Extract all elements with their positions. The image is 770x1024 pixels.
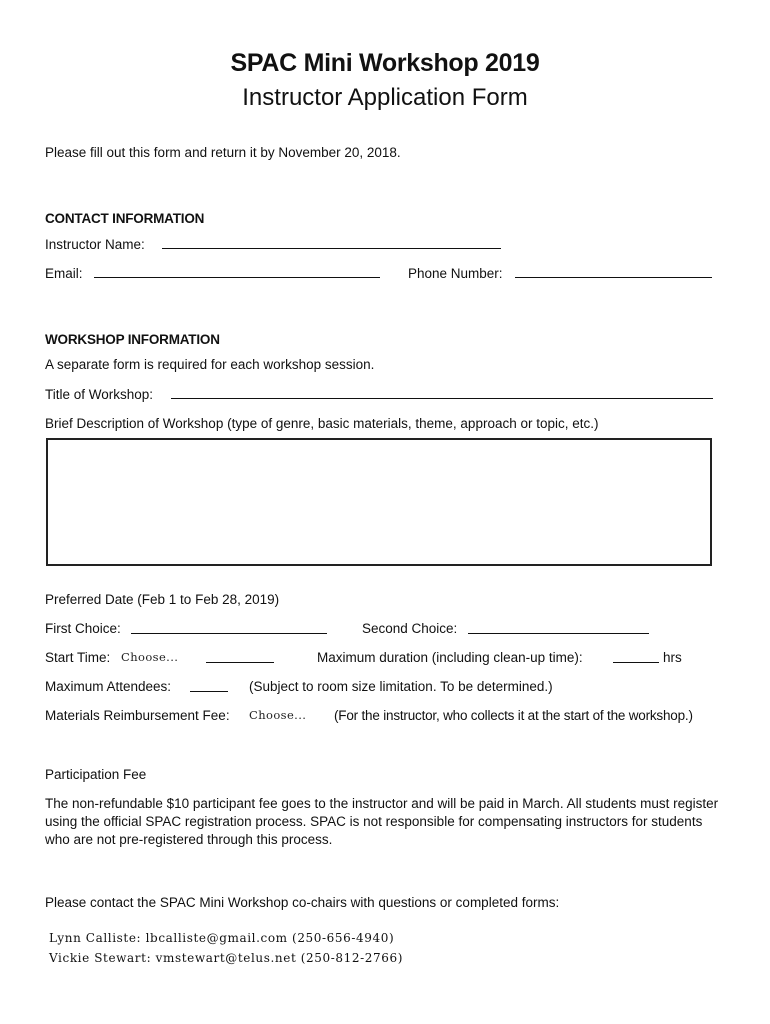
intro-text: Please fill out this form and return it by November 20, 2018. — [45, 145, 401, 160]
start-time-field[interactable] — [206, 662, 274, 663]
first-choice-field[interactable] — [131, 633, 327, 634]
workshop-note: A separate form is required for each workshop session. — [45, 357, 375, 372]
start-time-select-value: Choose... — [121, 650, 179, 664]
description-label: Brief Description of Workshop (type of genre, basic materials, theme, approach or topic, etc.) — [45, 416, 599, 431]
fee-label: Materials Reimbursement Fee: — [45, 708, 230, 723]
participation-text: The non-refundable $10 participant fee goes to the instructor and will be paid in March. All students must register using the official SPAC registration process. SPAC is not responsible for compensating instructors for students who are not pre-registered through this process. — [45, 796, 719, 847]
form-title: SPAC Mini Workshop 2019 — [230, 49, 540, 77]
email-field[interactable] — [94, 277, 380, 278]
participation-heading: Participation Fee — [45, 767, 147, 782]
second-choice-field[interactable] — [468, 633, 649, 634]
start-time-label: Start Time: — [45, 650, 111, 665]
phone-field[interactable] — [515, 277, 712, 278]
max-attendees-label: Maximum Attendees: — [45, 679, 172, 694]
email-label: Email: — [45, 266, 83, 281]
contact-intro: Please contact the SPAC Mini Workshop co-chairs with questions or completed forms: — [45, 895, 560, 910]
first-choice-label: First Choice: — [45, 621, 121, 636]
fee-select-value: Choose... — [249, 708, 307, 722]
workshop-title-field[interactable] — [171, 398, 713, 399]
phone-label: Phone Number: — [408, 266, 503, 281]
second-choice-label: Second Choice: — [362, 621, 458, 636]
instructor-name-field[interactable] — [162, 248, 501, 249]
contact-line-2: Vickie Stewart: vmstewart@telus.net (250-812-2766) — [49, 951, 403, 965]
max-duration-label: Maximum duration (including clean-up time): — [317, 650, 583, 665]
workshop-title-label: Title of Workshop: — [45, 387, 154, 402]
preferred-date-label: Preferred Date (Feb 1 to Feb 28, 2019) — [45, 592, 280, 607]
contact-heading: CONTACT INFORMATION — [45, 211, 205, 226]
instructor-name-label: Instructor Name: — [45, 237, 145, 252]
attendees-note: (Subject to room size limitation. To be determined.) — [249, 679, 553, 694]
start-time-select[interactable] — [121, 650, 178, 664]
fee-select[interactable] — [249, 708, 306, 722]
fee-note: (For the instructor, who collects it at the start of the workshop.) — [334, 708, 693, 723]
description-textarea[interactable] — [46, 438, 712, 566]
form-subtitle: Instructor Application Form — [242, 84, 528, 111]
max-duration-field[interactable] — [613, 662, 659, 663]
contact-line-1: Lynn Calliste: lbcalliste@gmail.com (250-656-4940) — [49, 931, 395, 945]
workshop-heading: WORKSHOP INFORMATION — [45, 332, 220, 347]
hrs-label: hrs — [663, 650, 682, 665]
max-attendees-field[interactable] — [190, 691, 228, 692]
